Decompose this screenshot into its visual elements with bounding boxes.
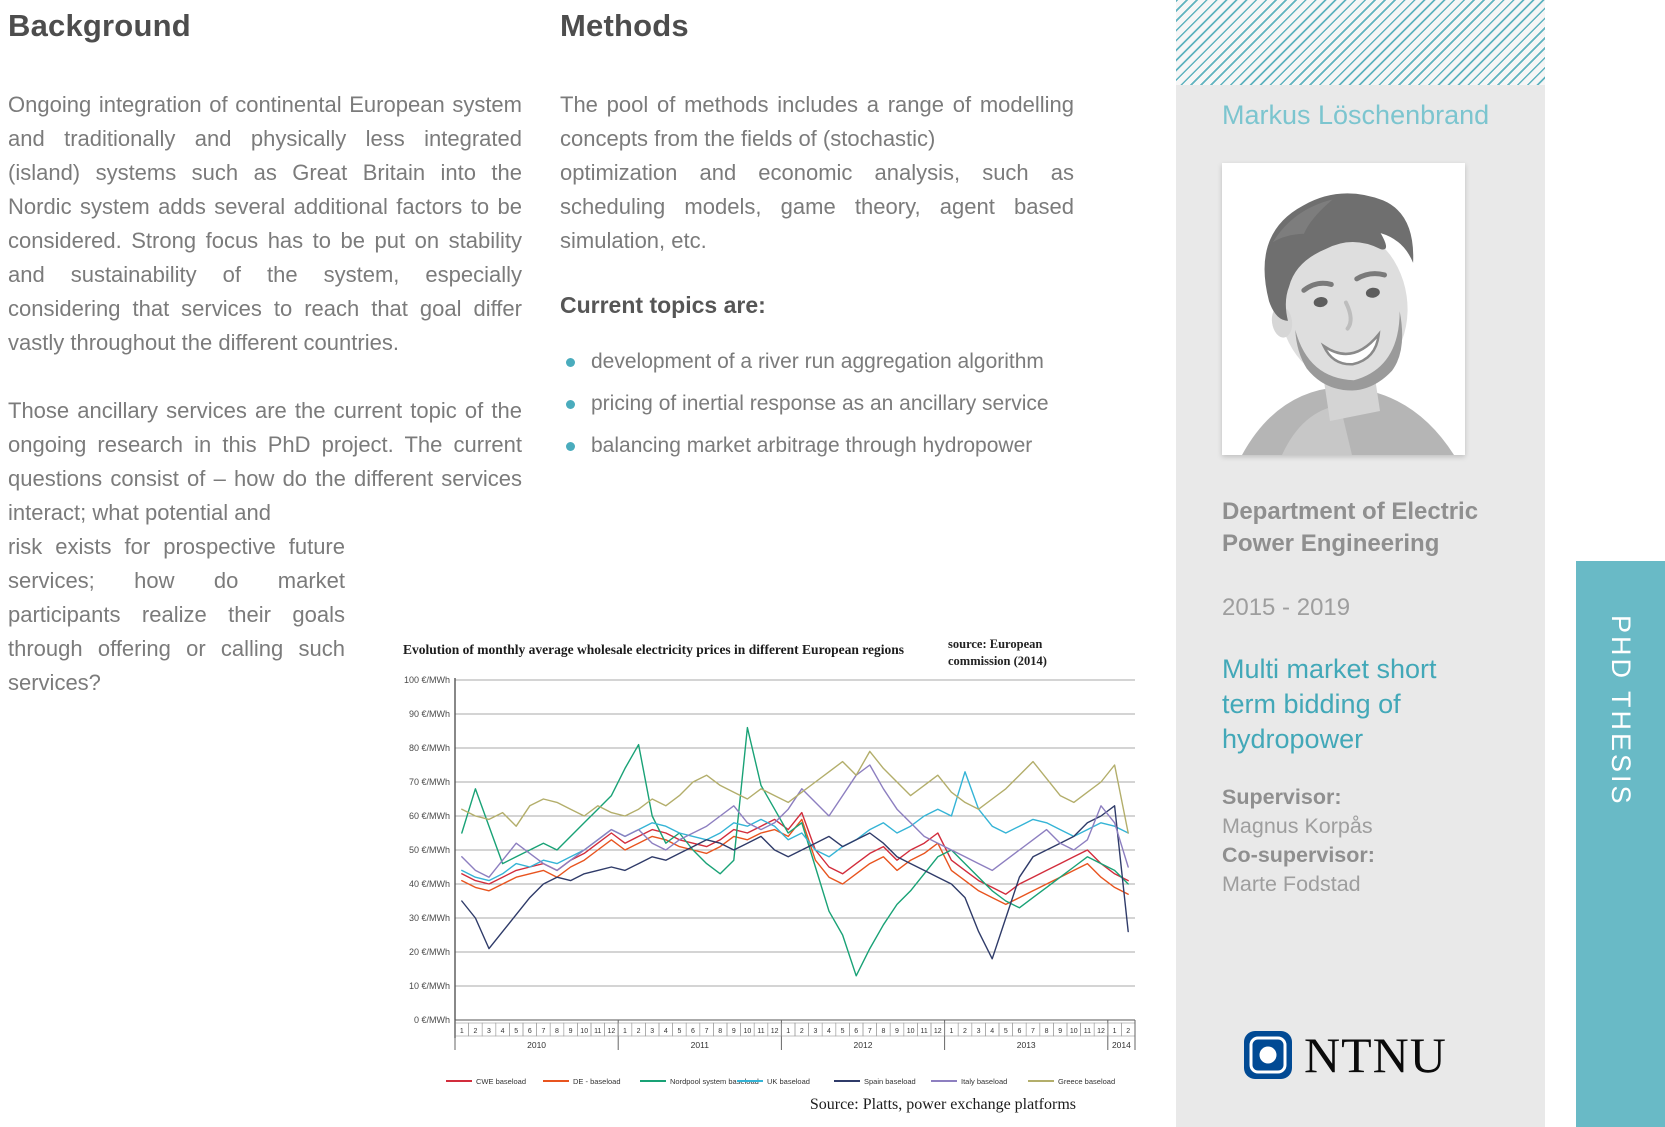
thesis-title: Multi market short term bidding of hydropower: [1222, 654, 1437, 754]
svg-text:4: 4: [990, 1028, 995, 1035]
portrait-illustration: [1222, 163, 1465, 455]
svg-text:3: 3: [813, 1028, 818, 1035]
methods-paragraph-1: The pool of methods includes a range of modelling concepts from the fields of (stochastic): [560, 92, 1074, 151]
svg-text:11: 11: [920, 1028, 928, 1035]
svg-text:Greece baseload: Greece baseload: [1058, 1077, 1116, 1086]
svg-text:1: 1: [1112, 1028, 1117, 1035]
svg-text:7: 7: [1031, 1028, 1035, 1035]
svg-text:2: 2: [636, 1028, 641, 1035]
svg-text:6: 6: [854, 1028, 859, 1035]
svg-text:8: 8: [718, 1028, 723, 1035]
svg-text:6: 6: [691, 1028, 695, 1035]
svg-text:6: 6: [527, 1028, 532, 1035]
svg-text:1: 1: [459, 1028, 464, 1035]
topic-item: [560, 383, 1074, 425]
svg-text:2014: 2014: [1111, 1040, 1131, 1050]
topic-label: balancing market arbitrage through hydropower: [591, 434, 1033, 457]
svg-text:11: 11: [594, 1028, 602, 1035]
svg-text:10: 10: [1069, 1028, 1078, 1035]
cosupervisor-name: Marte Fodstad: [1222, 872, 1361, 896]
svg-text:9: 9: [1058, 1028, 1063, 1035]
project-years: 2015 - 2019: [1222, 594, 1351, 621]
researcher-name: Markus Löschenbrand: [1222, 100, 1490, 130]
svg-text:8: 8: [881, 1028, 886, 1035]
bullet-icon: [566, 358, 575, 367]
topics-list: [560, 341, 1074, 467]
background-section: [8, 8, 522, 700]
phd-thesis-band: [1576, 561, 1665, 1127]
svg-text:Spain baseload: Spain baseload: [864, 1077, 916, 1086]
svg-text:7: 7: [867, 1028, 872, 1035]
svg-text:2010: 2010: [527, 1040, 547, 1050]
svg-text:7: 7: [704, 1028, 709, 1035]
svg-text:2012: 2012: [853, 1040, 873, 1050]
svg-text:5: 5: [840, 1028, 845, 1035]
topic-item: [560, 341, 1074, 383]
svg-text:9: 9: [895, 1028, 899, 1035]
svg-text:40 €/MWh: 40 €/MWh: [408, 879, 450, 889]
svg-text:1: 1: [786, 1028, 791, 1035]
chart-source-bottom: Source: Platts, power exchange platforms: [809, 1096, 1076, 1113]
topic-item: [560, 425, 1074, 467]
bullet-icon: [566, 400, 575, 409]
svg-text:UK baseload: UK baseload: [767, 1077, 810, 1086]
department-name: Department of Electric Power Engineering: [1222, 498, 1479, 557]
price-chart: [378, 598, 1148, 1127]
svg-text:7: 7: [541, 1028, 546, 1035]
svg-text:80 €/MWh: 80 €/MWh: [408, 743, 450, 753]
svg-text:12: 12: [1097, 1028, 1105, 1035]
svg-text:60 €/MWh: 60 €/MWh: [408, 811, 450, 821]
svg-text:12: 12: [933, 1028, 942, 1035]
svg-text:3: 3: [487, 1028, 491, 1035]
ntnu-logo: [1244, 1026, 1447, 1084]
svg-text:4: 4: [500, 1028, 505, 1035]
methods-paragraph-2: optimization and economic analysis, such as scheduling models, game theory, agent based simulation, etc.: [560, 160, 1074, 253]
svg-text:5: 5: [677, 1028, 682, 1035]
hatch-pattern: [1176, 0, 1545, 85]
svg-text:8: 8: [1044, 1028, 1049, 1035]
background-paragraph-2: Those ancillary services are the current topic of the ongoing research in this PhD project. The current questions consist of – how do the different services interact; what potential and: [8, 398, 522, 525]
svg-text:9: 9: [731, 1028, 736, 1035]
svg-text:30 €/MWh: 30 €/MWh: [408, 913, 450, 923]
methods-heading: Methods: [560, 8, 689, 43]
svg-text:4: 4: [663, 1028, 668, 1035]
sidebar: [1176, 0, 1545, 1127]
svg-text:5: 5: [514, 1028, 519, 1035]
svg-text:2: 2: [963, 1028, 967, 1035]
svg-text:2: 2: [799, 1028, 804, 1035]
supervisors-block: [1222, 783, 1375, 899]
svg-text:Italy baseload: Italy baseload: [961, 1077, 1008, 1086]
svg-text:11: 11: [1083, 1028, 1092, 1035]
topic-label: pricing of inertial response as an ancillary service: [591, 392, 1049, 415]
supervisor-label: Supervisor:: [1222, 785, 1342, 809]
ntnu-logo-mark: [1244, 1031, 1292, 1079]
topic-label: development of a river run aggregation algorithm: [591, 350, 1044, 373]
portrait-photo: [1222, 163, 1465, 455]
svg-text:2: 2: [1126, 1028, 1131, 1035]
svg-text:6: 6: [1017, 1028, 1022, 1035]
methods-section: [560, 8, 1074, 467]
svg-text:2: 2: [473, 1028, 478, 1035]
svg-text:12: 12: [607, 1028, 616, 1035]
svg-text:10: 10: [580, 1028, 589, 1035]
svg-text:9: 9: [568, 1028, 573, 1035]
bullet-icon: [566, 442, 575, 451]
svg-text:100 €/MWh: 100 €/MWh: [403, 675, 450, 685]
background-paragraph-2-continued: risk exists for prospective future services; how do market participants realize their goals through offering or calling such services?: [8, 534, 345, 695]
svg-text:CWE baseload: CWE baseload: [476, 1077, 527, 1086]
svg-text:3: 3: [650, 1028, 655, 1035]
svg-text:0 €/MWh: 0 €/MWh: [413, 1015, 450, 1025]
svg-text:Nordpool system baseload: Nordpool system baseload: [670, 1077, 759, 1086]
supervisor-name: Magnus Korpås: [1222, 814, 1373, 838]
svg-text:2013: 2013: [1016, 1040, 1036, 1050]
chart-source-top: source: European commission (2014): [948, 637, 1047, 668]
svg-text:1: 1: [949, 1028, 954, 1035]
background-paragraph-1: Ongoing integration of continental European system and traditionally and physically less integrated (island) systems such as Great Britain into the Nordic system adds several additional factors to be considered. Strong focus has to be put on stability and sustainability of the system, especially considering that services to reach that goal differ vastly throughout the different countries.: [8, 92, 522, 355]
svg-text:3: 3: [976, 1028, 981, 1035]
ntnu-logo-text: NTNU: [1304, 1027, 1447, 1083]
phd-thesis-label: PHD THESIS: [1606, 615, 1636, 807]
current-topics-heading: Current topics are:: [560, 292, 766, 318]
svg-text:1: 1: [623, 1028, 627, 1035]
svg-text:2011: 2011: [690, 1040, 709, 1050]
cosupervisor-label: Co-supervisor:: [1222, 843, 1375, 867]
svg-text:20 €/MWh: 20 €/MWh: [408, 947, 450, 957]
svg-text:10 €/MWh: 10 €/MWh: [408, 981, 450, 991]
svg-text:70 €/MWh: 70 €/MWh: [408, 777, 450, 787]
svg-text:5: 5: [1003, 1028, 1008, 1035]
chart-title: Evolution of monthly average wholesale electricity prices in different European regions: [403, 642, 904, 657]
svg-text:90 €/MWh: 90 €/MWh: [408, 709, 450, 719]
svg-text:10: 10: [906, 1028, 915, 1035]
svg-text:8: 8: [555, 1028, 559, 1035]
svg-text:DE - baseload: DE - baseload: [573, 1077, 621, 1086]
svg-text:11: 11: [757, 1028, 765, 1035]
svg-text:4: 4: [827, 1028, 831, 1035]
chart-plot: [378, 598, 1148, 1127]
svg-text:10: 10: [743, 1028, 752, 1035]
background-heading: Background: [8, 8, 191, 43]
svg-text:50 €/MWh: 50 €/MWh: [408, 845, 450, 855]
svg-text:12: 12: [770, 1028, 779, 1035]
